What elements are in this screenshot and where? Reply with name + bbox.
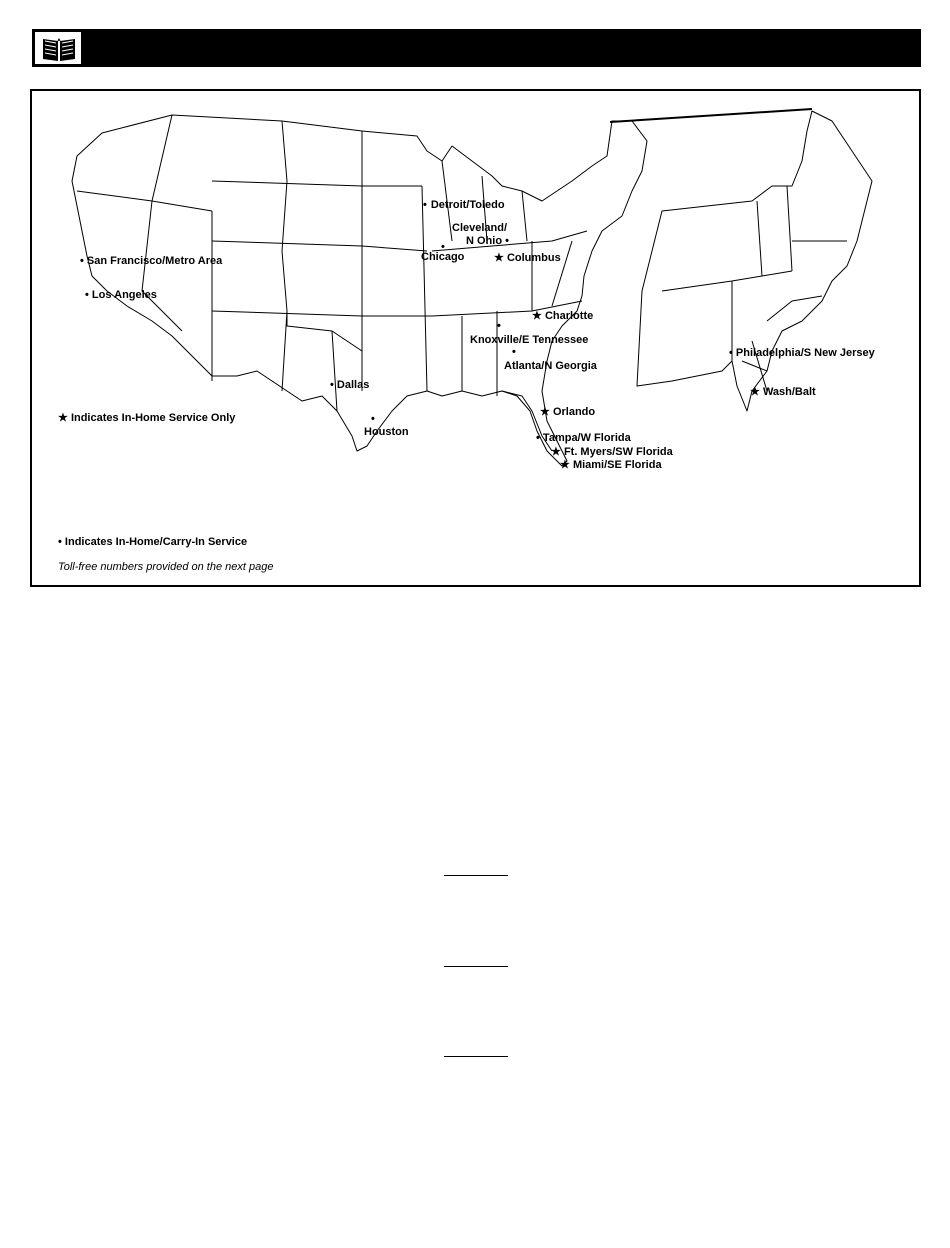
location-label: Detroit/Toledo bbox=[430, 199, 505, 211]
location-san-francisco bbox=[80, 255, 222, 268]
location-label: Los Angeles bbox=[91, 289, 157, 301]
location-charlotte bbox=[532, 310, 593, 323]
location-label: Orlando bbox=[552, 406, 596, 418]
star-marker: ★ bbox=[551, 446, 561, 458]
location-label: San Francisco/Metro Area bbox=[86, 255, 223, 267]
location-columbus bbox=[494, 252, 561, 265]
location-miami bbox=[560, 459, 662, 472]
location-knoxville bbox=[470, 334, 588, 347]
location-atlanta bbox=[504, 360, 597, 373]
houston-dot-marker: • bbox=[371, 413, 375, 425]
location-label: Columbus bbox=[506, 252, 561, 264]
location-label: Ft. Myers/SW Florida bbox=[563, 446, 673, 458]
location-label: N Ohio bbox=[466, 235, 503, 247]
location-label: Houston bbox=[364, 426, 409, 438]
location-label: Tampa/W Florida bbox=[542, 432, 631, 444]
dot-marker: • bbox=[330, 379, 334, 391]
location-cleveland bbox=[452, 222, 507, 235]
star-marker: ★ bbox=[750, 386, 760, 398]
dot-marker: • bbox=[423, 199, 427, 211]
knoxville-dot-marker: • bbox=[497, 320, 501, 332]
inset-connector-line bbox=[610, 109, 812, 122]
toll-free-note: Toll-free numbers provided on the next page bbox=[58, 561, 274, 573]
location-label: Dallas bbox=[336, 379, 370, 391]
legend-dot-text: Indicates In-Home/Carry-In Service bbox=[64, 536, 248, 548]
location-label: Philadelphia/S New Jersey bbox=[735, 347, 875, 359]
star-marker: ★ bbox=[560, 459, 570, 471]
location-orlando bbox=[540, 406, 595, 419]
open-book-icon bbox=[34, 31, 82, 65]
divider-rule bbox=[444, 1056, 508, 1057]
location-label: Miami/SE Florida bbox=[572, 459, 662, 471]
star-marker: ★ bbox=[540, 406, 550, 418]
location-label: Knoxville/E Tennessee bbox=[470, 334, 589, 346]
location-philadelphia bbox=[729, 347, 875, 360]
location-label: Atlanta/N Georgia bbox=[504, 360, 597, 372]
divider-rule bbox=[444, 875, 508, 876]
star-marker: ★ bbox=[494, 252, 504, 264]
dot-marker: • bbox=[536, 432, 540, 444]
chicago-dot-marker: • bbox=[441, 241, 445, 253]
location-label: Wash/Balt bbox=[762, 386, 816, 398]
dot-marker: • bbox=[729, 347, 733, 359]
dot-marker: • bbox=[505, 235, 509, 247]
location-ft-myers bbox=[551, 446, 673, 459]
dot-marker: • bbox=[85, 289, 89, 301]
location-tampa bbox=[536, 432, 631, 445]
section-header-bar bbox=[32, 29, 921, 67]
location-los-angeles bbox=[85, 289, 157, 302]
location-houston bbox=[364, 426, 409, 439]
legend-star bbox=[58, 411, 235, 424]
location-dallas bbox=[330, 379, 369, 392]
location-label: Chicago bbox=[421, 251, 465, 263]
location-label: Cleveland/ bbox=[452, 222, 508, 234]
legend-star-text: Indicates In-Home Service Only bbox=[70, 412, 236, 424]
divider-rule bbox=[444, 966, 508, 967]
dot-marker: • bbox=[58, 536, 62, 548]
dot-marker: • bbox=[80, 255, 84, 267]
legend-dot bbox=[58, 536, 247, 548]
star-marker: ★ bbox=[58, 412, 68, 424]
location-label: Charlotte bbox=[544, 310, 594, 322]
location-wash-balt bbox=[750, 386, 816, 399]
star-marker: ★ bbox=[532, 310, 542, 322]
atlanta-dot-marker: • bbox=[512, 346, 516, 358]
location-cleveland-line2 bbox=[466, 235, 509, 248]
location-detroit-toledo bbox=[423, 199, 505, 212]
